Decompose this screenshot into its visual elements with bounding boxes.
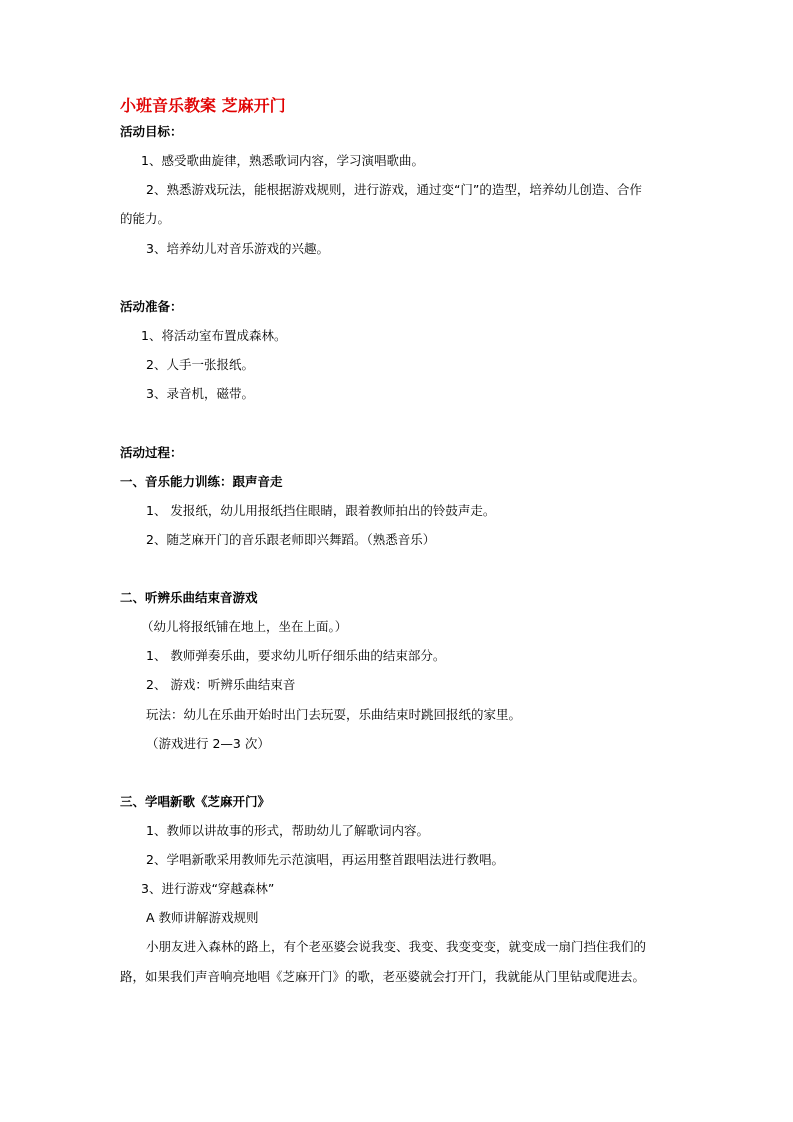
goal-item: 3、培养幼儿对音乐游戏的兴趣。 (146, 241, 329, 256)
process-heading: 活动过程： (120, 445, 183, 460)
section2-item: 玩法：幼儿在乐曲开始时出门去玩耍，乐曲结束时跳回报纸的家里。 (146, 707, 522, 722)
section2-item: （幼儿将报纸铺在地上，坐在上面。） (141, 619, 348, 634)
section3-heading: 三、学唱新歌《芝麻开门》 (120, 794, 271, 809)
section2-item: 2、 游戏：听辨乐曲结束音 (146, 677, 296, 692)
section3-item: 1、教师以讲故事的形式，帮助幼儿了解歌词内容。 (146, 823, 429, 838)
section3-item: A 教师讲解游戏规则 (146, 910, 259, 925)
goal-item: 的能力。 (120, 211, 171, 226)
section2-item: （游戏进行 2—3 次） (146, 736, 270, 751)
section1-item: 2、随芝麻开门的音乐跟老师即兴舞蹈。（熟悉音乐） (146, 532, 436, 547)
goal-item: 2、熟悉游戏玩法，能根据游戏规则，进行游戏，通过变“门”的造型，培养幼儿创造、合作 (146, 182, 642, 197)
section3-item: 路，如果我们声音响亮地唱《芝麻开门》的歌，老巫婆就会打开门，我就能从门里钻或爬进去。 (120, 969, 646, 984)
section3-item: 2、学唱新歌采用教师先示范演唱，再运用整首跟唱法进行教唱。 (146, 852, 504, 867)
document-title: 小班音乐教案 芝麻开门 (120, 96, 286, 115)
section2-heading: 二、听辨乐曲结束音游戏 (120, 590, 258, 605)
section2-item: 1、 教师弹奏乐曲，要求幼儿听仔细乐曲的结束部分。 (146, 648, 446, 663)
prep-heading: 活动准备： (120, 299, 183, 314)
prep-item: 3、录音机，磁带。 (146, 386, 254, 401)
prep-item: 2、人手一张报纸。 (146, 357, 254, 372)
section3-item: 3、进行游戏“穿越森林” (141, 881, 275, 896)
section1-heading: 一、音乐能力训练：跟声音走 (120, 474, 283, 489)
goal-item: 1、感受歌曲旋律，熟悉歌词内容，学习演唱歌曲。 (141, 153, 424, 168)
section3-item: 小朋友进入森林的路上，有个老巫婆会说我变、我变、我变变变，就变成一扇门挡住我们的 (146, 939, 647, 954)
goals-heading: 活动目标： (120, 124, 183, 139)
prep-item: 1、将活动室布置成森林。 (141, 328, 287, 343)
section1-item: 1、 发报纸，幼儿用报纸挡住眼睛，跟着教师拍出的铃鼓声走。 (146, 503, 496, 518)
